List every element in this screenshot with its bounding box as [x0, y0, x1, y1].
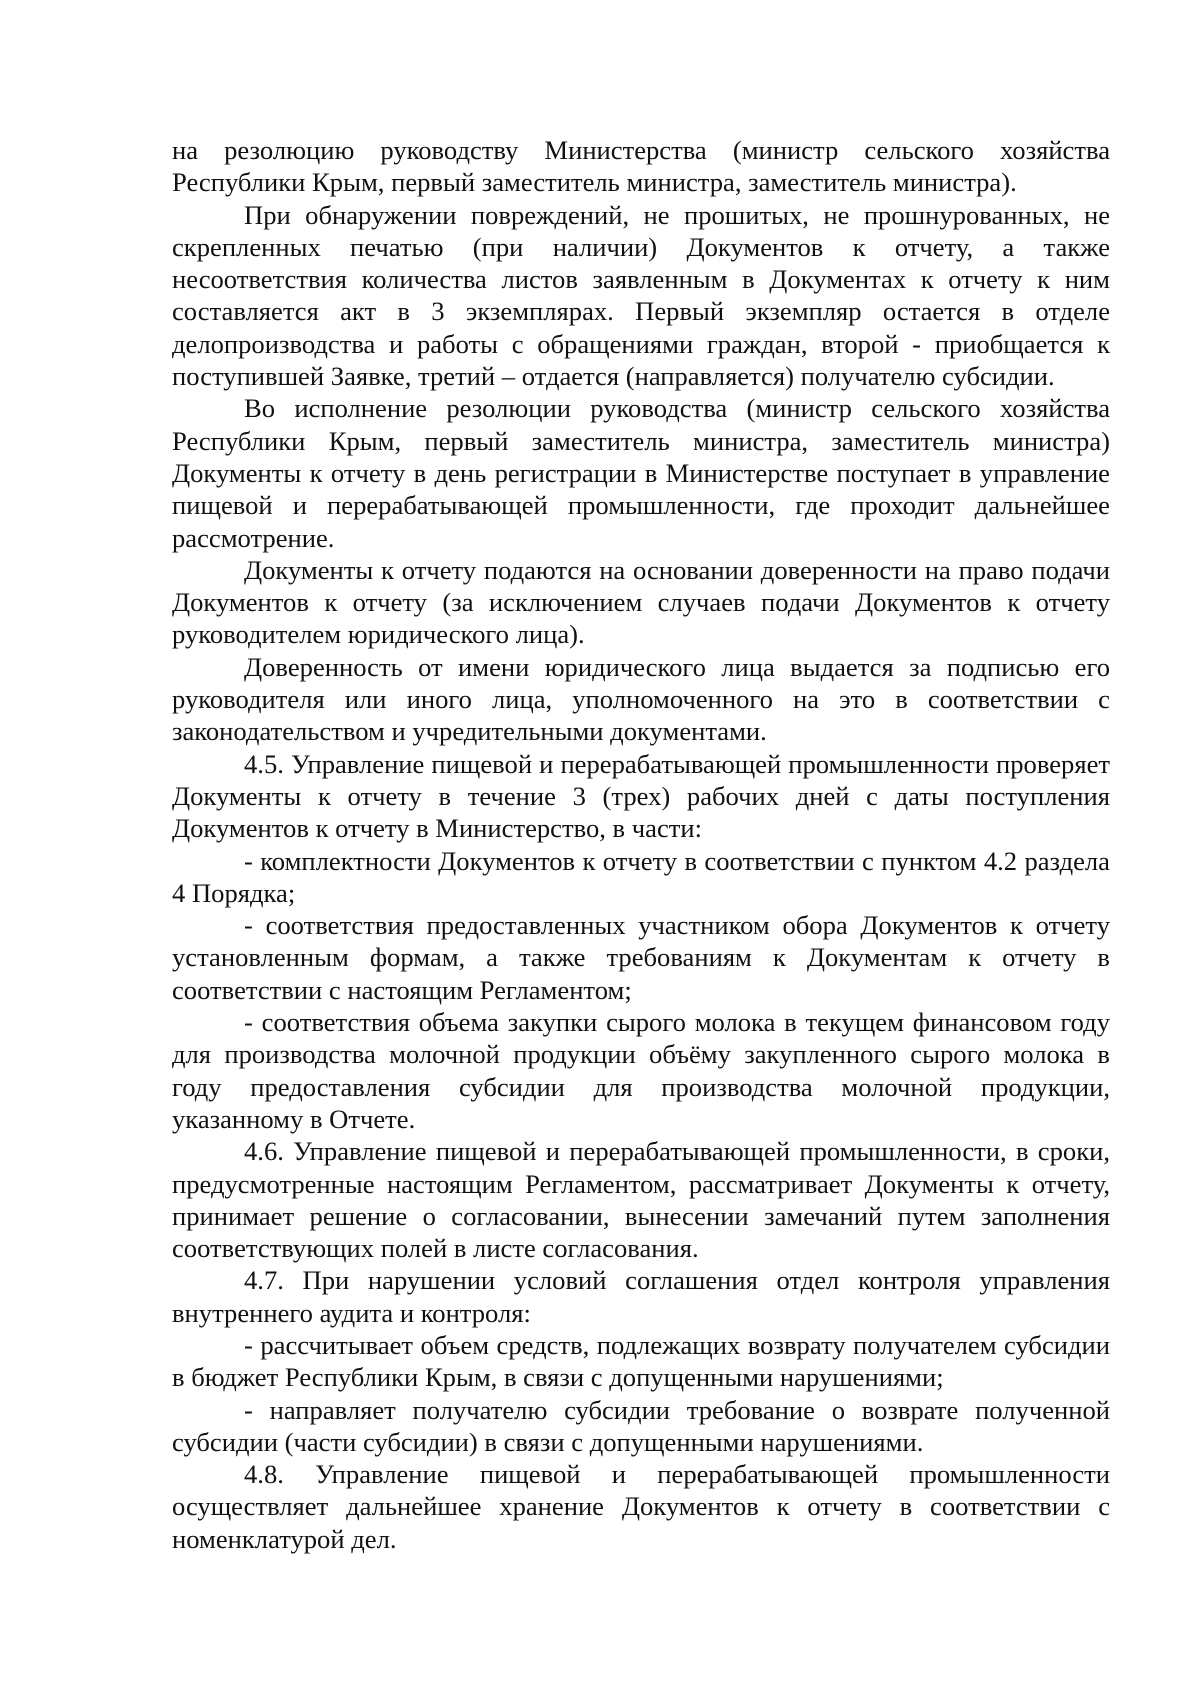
list-item-milk-volume: - соответствия объема закупки сырого молока в текущем финансовом году для производства молочной продукции объёму закупленного сырого молока в году предоставления субсидии для производства молочной продукции, указанному в Отчете. [172, 1007, 1110, 1134]
paragraph-4-8: 4.8. Управление пищевой и перерабатывающей промышленности осуществляет дальнейшее хранение Документов к отчету в соответствии с номенклатурой дел. [172, 1459, 1110, 1554]
paragraph-resolution-execution: Во исполнение резолюции руководства (министр сельского хозяйства Республики Крым, первый заместитель министра, заместитель министра) Документы к отчету в день регистрации в Министерстве поступает в управление пищевой и перерабатывающей промышленности, где проходит дальнейшее рассмотрение. [172, 393, 1110, 553]
paragraph-4-6: 4.6. Управление пищевой и перерабатывающей промышленности, в сроки, предусмотренные настоящим Регламентом, рассматривает Документы к отчету, принимает решение о согласовании, вынесении замечаний путем заполнения соответствующих полей в листе согласования. [172, 1136, 1110, 1264]
paragraph-4-5: 4.5. Управление пищевой и перерабатывающей промышленности проверяет Документы к отчету в течение 3 (трех) рабочих дней с даты поступления Документов к отчету в Министерство, в части: [172, 748, 1110, 844]
paragraph-4-7: 4.7. При нарушении условий соглашения отдел контроля управления внутреннего аудита и контроля: [172, 1265, 1110, 1328]
document-body [172, 134, 1110, 1555]
list-item-form-compliance: - соответствия предоставленных участником обора Документов к отчету установленным формам, а также требованиям к Документам к отчету в соответствии с настоящим Регламентом; [172, 910, 1110, 1005]
paragraph-power-of-attorney-signature: Доверенность от имени юридического лица выдается за подписью его руководителя или иного лица, уполномоченного на это в соответствии с законодательством и учредительными документами. [172, 651, 1110, 747]
paragraph-damage-act: При обнаружении повреждений, не прошитых, не прошнурованных, не скрепленных печатью (при наличии) Документов к отчету, а также несоответствия количества листов заявленным в Документах к отчету к ним составляется акт в 3 экземплярах. Первый экземпляр остается в отделе делопроизводства и работы с обращениями граждан, второй - приобщается к поступившей Заявке, третий – отдается (направляется) получателю субсидии. [172, 199, 1110, 392]
list-item-refund-demand: - направляет получателю субсидии требование о возврате полученной субсидии (части субсидии) в связи с допущенными нарушениями. [172, 1394, 1110, 1457]
list-item-refund-calculation: - рассчитывает объем средств, подлежащих возврату получателем субсидии в бюджет Республики Крым, в связи с допущенными нарушениями; [172, 1329, 1110, 1393]
list-item-completeness: - комплектности Документов к отчету в соответствии с пунктом 4.2 раздела 4 Порядка; [172, 845, 1110, 908]
paragraph-resolution-continuation: на резолюцию руководству Министерства (министр сельского хозяйства Республики Крым, первый заместитель министра, заместитель министра). [172, 135, 1110, 198]
paragraph-power-of-attorney-basis: Документы к отчету подаются на основании доверенности на право подачи Документов к отчету (за исключением случаев подачи Документов к отчету руководителем юридического лица). [172, 554, 1110, 650]
